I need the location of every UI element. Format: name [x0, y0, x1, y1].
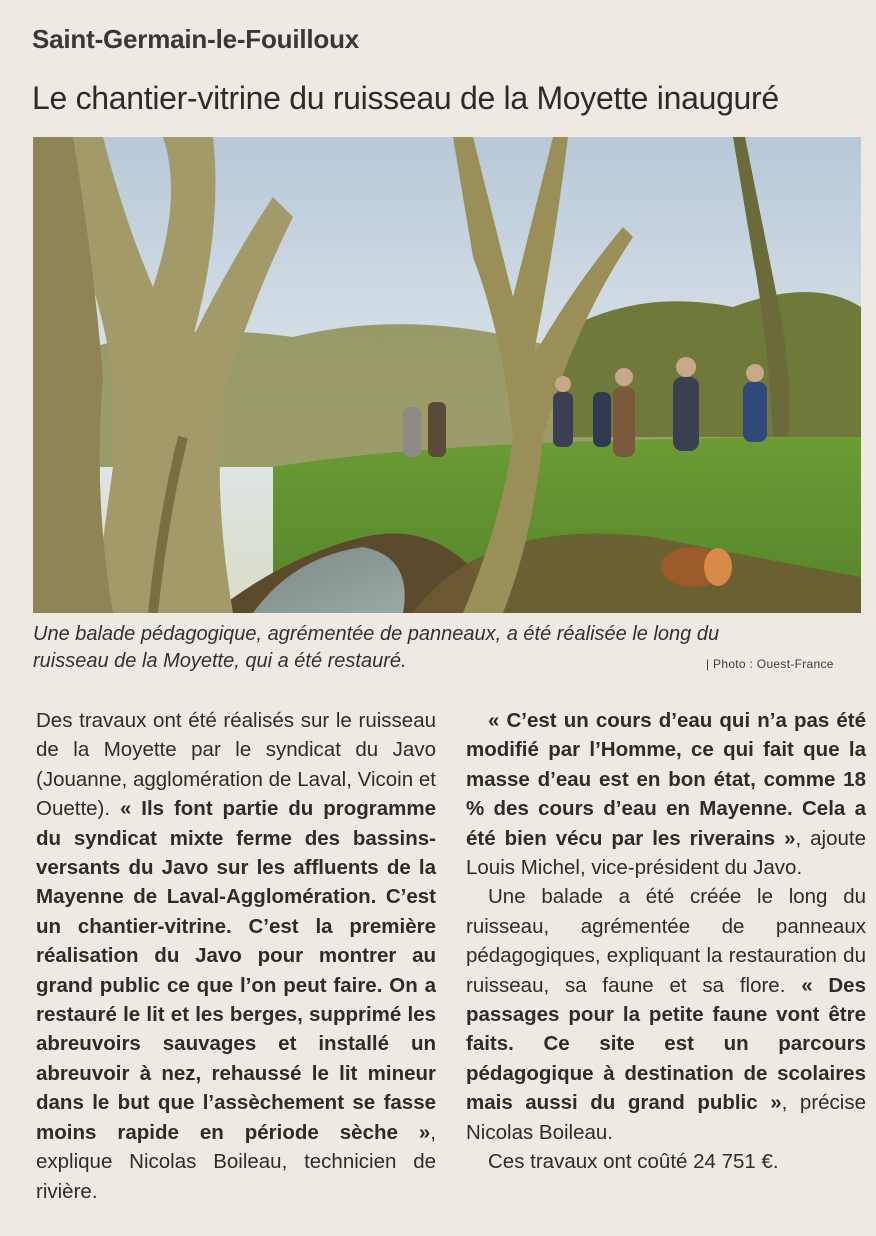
body-paragraph-1	[36, 706, 436, 1206]
body-text: , explique Nicolas Boileau, technicien de rivière.	[36, 1120, 436, 1203]
photo-illustration	[33, 137, 861, 613]
article-body-left	[36, 706, 436, 1206]
body-text: Une balade a été créée le long du ruisseau, agrémentée de panneaux pédagogiques, expliquant la restauration du ruisseau, sa faune et sa flore.	[466, 885, 866, 997]
body-text: Des travaux ont été réalisés sur le ruisseau de la Moyette par le syndicat du Javo (Jouanne, agglomération de Laval, Vicoin et Ouette).	[36, 709, 436, 821]
photo-credit: | Photo : Ouest-France	[706, 657, 834, 671]
body-text: , précise Nicolas Boileau.	[466, 1091, 867, 1144]
body-paragraph-4: Ces travaux ont coûté 24 751 €.	[488, 1150, 779, 1174]
body-paragraph-3	[466, 882, 866, 1147]
body-quote: « C’est un cours d’eau qui n’a pas été modifié par l’Homme, ce qui fait que la masse d’eau est en bon état, comme 18 % des cours d’eau en Mayenne. Cela a été bien vécu par les riverains »	[466, 709, 866, 850]
article-body-right	[466, 706, 866, 1177]
article-photo	[33, 137, 861, 613]
photo-caption: Une balade pédagogique, agrémentée de panneaux, a été réalisée le long du ruisseau de la Moyette, qui a été restauré.	[33, 623, 720, 672]
article-headline: Le chantier-vitrine du ruisseau de la Moyette inauguré	[32, 80, 852, 117]
body-paragraph-2	[466, 706, 866, 882]
body-quote: « Ils font partie du programme du syndicat mixte ferme des bassins-versants du Javo sur les affluents de la Mayenne de Laval-Agglomération. C’est un chantier-vitrine. C’est la première réalisation du Javo pour montrer au grand public ce que l’on peut faire. On a restauré le lit et les berges, supprimé les abreuvoirs sauvages et installé un abreuvoir à nez, rehaussé le lit mineur dans le but que l’assèchement se fasse moins rapide en période sèche »	[36, 797, 436, 1144]
article-kicker: Saint-Germain-le-Fouilloux	[32, 24, 371, 55]
body-text: , ajoute Louis Michel, vice-président du Javo.	[466, 826, 866, 880]
body-quote: « Des passages pour la petite faune vont être faits. Ce site est un parcours pédagogique à destination de scolaires mais aussi du grand public »	[466, 973, 866, 1115]
